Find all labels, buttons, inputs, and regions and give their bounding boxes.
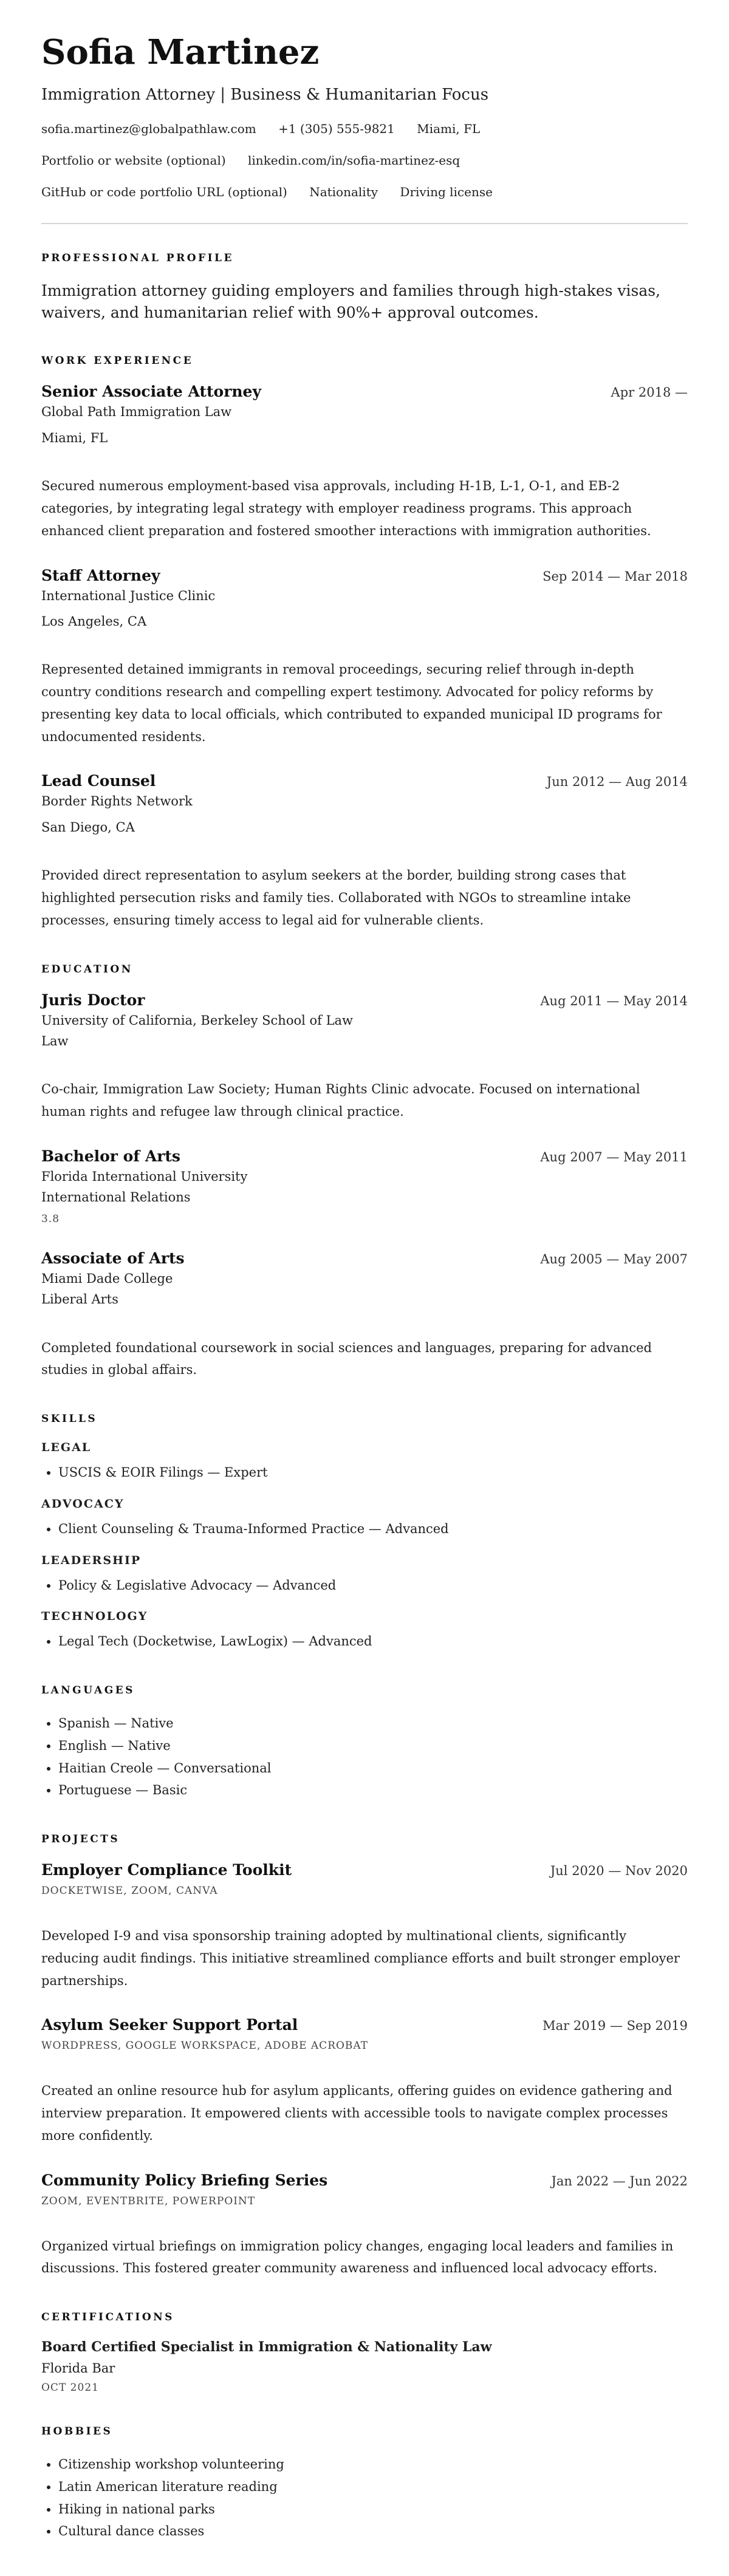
section-heading: PROJECTS [41,1833,120,1846]
section-heading: EDUCATION [41,963,133,975]
job-description: Provided direct representation to asylum seekers at the border, building strong cases that highlighted persecution risks and family ties. Collaborated with NGOs to streamline intake processes, ensuring timely access to legal aid for vulnerable clients. [41,868,631,928]
job-dates: Apr 2018 — [611,385,688,400]
skill-item: • Legal Tech (Docketwise, LawLogix) — Advanced [58,1630,688,1653]
work-entry [41,567,688,748]
contact-row-2 [41,152,688,168]
education-dates: Aug 2005 — May 2007 [540,1251,688,1266]
work-section [41,355,688,931]
job-title: Senior Associate Attorney [41,383,261,401]
skill-item: • Policy & Legislative Advocacy — Advanced [58,1574,688,1597]
linkedin-link[interactable]: linkedin.com/in/sofia-martinez-esq [248,153,460,168]
job-location: Los Angeles, CA [41,613,147,629]
section-heading: HOBBIES [41,2425,113,2438]
employer: Border Rights Network [41,794,193,809]
job-location: San Diego, CA [41,819,135,835]
employer: International Justice Clinic [41,588,216,603]
skill-item: • USCIS & EOIR Filings — Expert [58,1461,688,1484]
language-item: • Portuguese — Basic [58,1779,688,1802]
section-heading: WORK EXPERIENCE [41,355,194,367]
skill-item: • Client Counseling & Trauma-Informed Practice — Advanced [58,1518,688,1540]
language-item: • Spanish — Native [58,1712,688,1735]
languages-section [41,1684,688,1802]
project-description: Developed I-9 and visa sponsorship training adopted by multinational clients, significantly reducing audit findings. This initiative streamlined compliance efforts and built stronger employer partnerships. [41,1929,680,1988]
projects-section [41,1833,688,2280]
job-title: Staff Attorney [41,566,160,584]
education-section [41,963,688,1382]
contact-row-1 [41,121,688,137]
degree: Bachelor of Arts [41,1147,181,1165]
skill-category: ADVOCACY [41,1497,125,1511]
certification-entry [41,2339,688,2394]
skills-section [41,1413,688,1653]
section-heading: PROFESSIONAL PROFILE [41,252,234,265]
project-dates: Jul 2020 — Nov 2020 [550,1864,688,1879]
language-item: • Haitian Creole — Conversational [58,1757,688,1780]
hobby-item: • Citizenship workshop volunteering [58,2453,688,2476]
gpa: 3.8 [41,1212,60,1225]
field-of-study: Law [41,1033,69,1048]
driving-license: Driving license [400,185,493,200]
project-tools: DOCKETWISE, ZOOM, CANVA [41,1885,218,1898]
header-divider [41,223,688,224]
location: Miami, FL [417,121,481,137]
languages-list [41,1712,688,1802]
project-entry [41,1861,688,1992]
hobby-item: • Latin American literature reading [58,2476,688,2498]
profile-summary: Immigration attorney guiding employers and families through high-stakes visas, waivers, and humanitarian relief with 90%+ approval outcomes. [41,282,661,321]
job-location: Miami, FL [41,430,108,445]
skill-group [41,1441,688,1484]
candidate-name: Sofia Martinez [41,32,320,72]
nationality: Nationality [309,185,378,200]
hobby-item: • Hiking in national parks [58,2498,688,2521]
github-link[interactable]: GitHub or code portfolio URL (optional) [41,185,287,200]
project-title: Asylum Seeker Support Portal [41,2016,298,2034]
project-entry [41,2016,688,2147]
certification-title: Board Certified Specialist in Immigration & Nationality Law [41,2339,492,2356]
education-entry [41,991,688,1123]
work-entry [41,383,688,542]
contact-row-3 [41,184,688,200]
project-tools: WORDPRESS, GOOGLE WORKSPACE, ADOBE ACROBAT [41,2040,369,2052]
job-description: Represented detained immigrants in removal proceedings, securing relief through in-depth country conditions research and compelling expert testimony. Advocated for policy reforms by presenting key data to local officials, which contributed to expanded municipal ID programs for undocumented residents. [41,662,662,744]
work-entry [41,772,688,931]
education-dates: Aug 2007 — May 2011 [540,1149,688,1164]
field-of-study: International Relations [41,1190,191,1205]
education-description: Co-chair, Immigration Law Society; Human Rights Clinic advocate. Focused on international human rights and refugee law through clinical practice. [41,1082,640,1119]
job-dates: Sep 2014 — Mar 2018 [542,569,688,584]
resume-header [41,34,688,200]
education-description: Completed foundational coursework in social sciences and languages, preparing for advanced studies in global affairs. [41,1340,652,1378]
skill-category: TECHNOLOGY [41,1610,148,1624]
skill-category: LEADERSHIP [41,1553,142,1567]
skill-group [41,1497,688,1540]
portfolio-link[interactable]: Portfolio or website (optional) [41,153,226,168]
degree: Associate of Arts [41,1249,185,1267]
job-description: Secured numerous employment-based visa approvals, including H-1B, L-1, O-1, and EB-2 categories, by integrating legal strategy with employer readiness programs. This approach enhanced client preparation and fostered smoother interactions with immigration authorities. [41,479,651,538]
skill-group [41,1610,688,1653]
education-dates: Aug 2011 — May 2014 [540,993,688,1008]
school: Florida International University [41,1169,248,1184]
project-dates: Jan 2022 — Jun 2022 [551,2173,688,2188]
education-entry [41,1147,688,1225]
section-heading: LANGUAGES [41,1684,135,1697]
employer: Global Path Immigration Law [41,405,232,420]
project-title: Community Policy Briefing Series [41,2171,328,2189]
hobby-item: • Cultural dance classes [58,2520,688,2543]
degree: Juris Doctor [41,991,145,1009]
certifications-section [41,2311,688,2394]
email[interactable]: sofia.martinez@globalpathlaw.com [41,121,256,137]
project-dates: Mar 2019 — Sep 2019 [542,2018,688,2034]
job-dates: Jun 2012 — Aug 2014 [546,774,688,790]
field-of-study: Liberal Arts [41,1292,118,1307]
education-entry [41,1249,688,1381]
candidate-title: Immigration Attorney | Business & Humanitarian Focus [41,85,489,104]
school: University of California, Berkeley School of Law [41,1013,354,1028]
hobbies-list [41,2453,688,2543]
phone[interactable]: +1 (305) 555-9821 [278,121,395,137]
section-heading: SKILLS [41,1413,98,1426]
skill-category: LEGAL [41,1441,92,1455]
project-entry [41,2171,688,2280]
project-description: Created an online resource hub for asylum applicants, offering guides on evidence gathering and interview preparation. It empowered clients with accessible tools to navigate complex processes more confidently. [41,2083,673,2143]
certification-date: OCT 2021 [41,2382,99,2394]
profile-section [41,252,688,323]
certification-issuer: Florida Bar [41,2361,115,2376]
skill-group [41,1554,688,1597]
project-tools: ZOOM, EVENTBRITE, POWERPOINT [41,2195,256,2207]
school: Miami Dade College [41,1271,173,1286]
section-heading: CERTIFICATIONS [41,2311,174,2324]
job-title: Lead Counsel [41,772,156,790]
project-description: Organized virtual briefings on immigration policy changes, engaging local leaders and families in discussions. This fostered greater community awareness and influenced local advocacy efforts. [41,2238,674,2276]
project-title: Employer Compliance Toolkit [41,1861,292,1879]
language-item: • English — Native [58,1735,688,1757]
hobbies-section [41,2425,688,2543]
